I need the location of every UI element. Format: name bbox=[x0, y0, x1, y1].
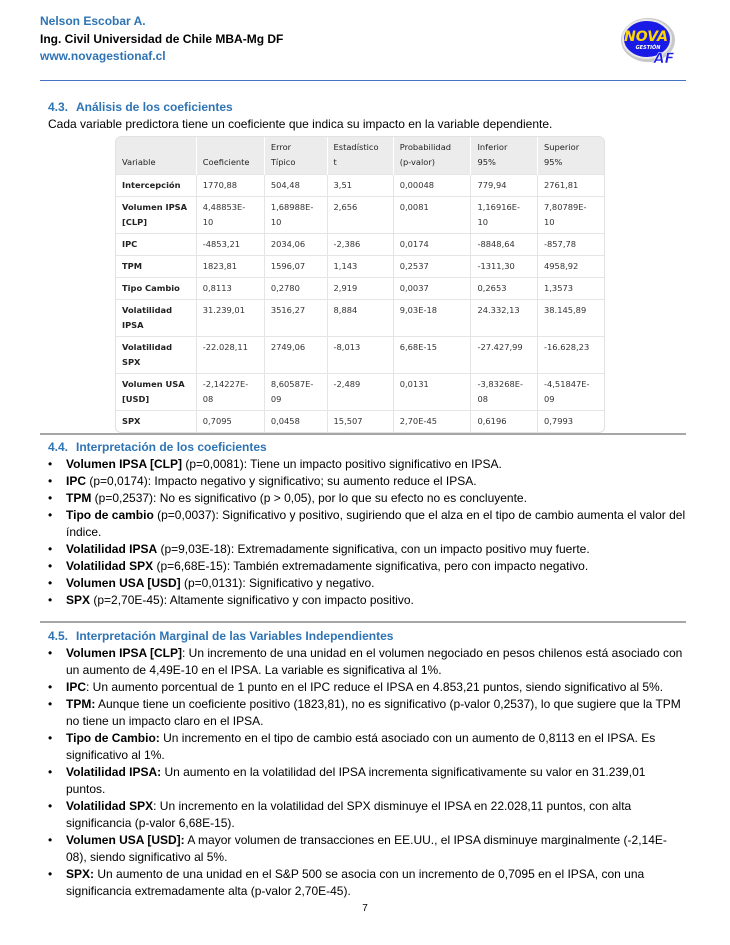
item-text: (p=2,70E-45): Altamente significativo y con impacto positivo. bbox=[90, 593, 414, 607]
list-item bbox=[48, 696, 686, 730]
table-cell-error: 1596,07 bbox=[264, 256, 327, 278]
item-text: Un aumento en la volatilidad del IPSA incrementa significativamente su valor en 31.239,01 puntos. bbox=[66, 765, 646, 796]
variable-name: Volatilidad SPX bbox=[66, 559, 154, 573]
list-item bbox=[48, 490, 686, 507]
variable-name: TPM bbox=[66, 491, 92, 505]
table-cell-p: 2,70E-45 bbox=[393, 411, 471, 433]
section-4-3 bbox=[48, 99, 686, 115]
table-cell-variable: IPC bbox=[116, 234, 196, 256]
table-row bbox=[116, 337, 604, 374]
table-body bbox=[116, 175, 604, 433]
table-cell-error: 0,0458 bbox=[264, 411, 327, 433]
column-header: Estadístico t bbox=[327, 137, 393, 175]
item-text: (p=0,0174): Impacto negativo y significativo; su aumento reduce el IPSA. bbox=[86, 474, 477, 488]
variable-name: Volumen IPSA [CLP] bbox=[66, 646, 183, 660]
page-number: 7 bbox=[362, 903, 368, 914]
table-cell-error: 1,68988E- 10 bbox=[264, 197, 327, 234]
table-cell-p: 9,03E-18 bbox=[393, 300, 471, 337]
table-cell-sup: 38.145,89 bbox=[538, 300, 605, 337]
table-cell-variable: TPM bbox=[116, 256, 196, 278]
table-row bbox=[116, 256, 604, 278]
table-cell-coef: 1823,81 bbox=[196, 256, 264, 278]
section-4-3-intro bbox=[48, 116, 686, 132]
table-cell-sup: -857,78 bbox=[538, 234, 605, 256]
table-cell-coef: -22.028,11 bbox=[196, 337, 264, 374]
table-cell-sup: 1,3573 bbox=[538, 278, 605, 300]
table-cell-variable: Volatilidad IPSA bbox=[116, 300, 196, 337]
column-header: Inferior 95% bbox=[471, 137, 538, 175]
table-cell-p: 0,00048 bbox=[393, 175, 471, 197]
variable-name: Volumen IPSA [CLP] bbox=[66, 457, 183, 471]
variable-name: IPC bbox=[66, 680, 87, 694]
coefficient-interpretation-list bbox=[48, 456, 686, 609]
table-row bbox=[116, 197, 604, 234]
list-item bbox=[48, 679, 686, 696]
list-item bbox=[48, 558, 686, 575]
table-cell-coef: 0,8113 bbox=[196, 278, 264, 300]
table-cell-variable: Volumen USA [USD] bbox=[116, 374, 196, 411]
coefficients-table bbox=[115, 136, 605, 433]
table-cell-coef: -2,14227E- 08 bbox=[196, 374, 264, 411]
variable-name: Volatilidad IPSA bbox=[66, 542, 158, 556]
section-heading: 4.4. Interpretación de los coeficientes bbox=[48, 440, 267, 454]
list-item bbox=[48, 507, 686, 541]
item-text: A mayor volumen de transacciones en EE.UU., el IPSA disminuye marginalmente (-2,14E-08), siendo significativo al 5%. bbox=[66, 833, 667, 864]
list-item bbox=[48, 541, 686, 558]
list-item bbox=[48, 764, 686, 798]
section-heading: 4.3. Análisis de los coeficientes bbox=[48, 100, 233, 114]
item-text: Aunque tiene un coeficiente positivo (1823,81), no es significativo (p-valor 0,2537), lo que sugiere que la TPM no tiene un impacto claro en el IPSA. bbox=[66, 697, 681, 728]
table-cell-inf: -27.427,99 bbox=[471, 337, 538, 374]
table-cell-variable: Intercepción bbox=[116, 175, 196, 197]
table-cell-coef: 0,7095 bbox=[196, 411, 264, 433]
section-heading: 4.5. Interpretación Marginal de las Variables Independientes bbox=[48, 629, 394, 643]
table-cell-sup: 4958,92 bbox=[538, 256, 605, 278]
table-cell-t: -2,489 bbox=[327, 374, 393, 411]
table-cell-coef: 31.239,01 bbox=[196, 300, 264, 337]
table-cell-sup: 2761,81 bbox=[538, 175, 605, 197]
list-item bbox=[48, 473, 686, 490]
table-cell-coef: -4853,21 bbox=[196, 234, 264, 256]
list-item bbox=[48, 456, 686, 473]
table-cell-inf: -8848,64 bbox=[471, 234, 538, 256]
svg-text:AF: AF bbox=[653, 51, 675, 67]
table-row bbox=[116, 374, 604, 411]
variable-name: Tipo de cambio bbox=[66, 508, 154, 522]
table-row bbox=[116, 300, 604, 337]
list-item bbox=[48, 832, 686, 866]
item-text: (p=9,03E-18): Extremadamente significativa, con un impacto positivo muy fuerte. bbox=[157, 542, 590, 556]
list-item bbox=[48, 575, 686, 592]
table-cell-sup: 7,80789E- 10 bbox=[538, 197, 605, 234]
variable-name: Volatilidad IPSA: bbox=[66, 765, 162, 779]
table-row bbox=[116, 411, 604, 433]
table-cell-sup: 0,7993 bbox=[538, 411, 605, 433]
table-cell-inf: -1311,30 bbox=[471, 256, 538, 278]
table-cell-inf: 24.332,13 bbox=[471, 300, 538, 337]
table-header-row bbox=[116, 137, 604, 175]
item-text: (p=6,68E-15): También extremadamente significativa, pero con impacto negativo. bbox=[153, 559, 589, 573]
table-cell-t: -8,013 bbox=[327, 337, 393, 374]
table-cell-variable: Volumen IPSA [CLP] bbox=[116, 197, 196, 234]
svg-text:NOVA: NOVA bbox=[624, 29, 668, 45]
column-header: Variable bbox=[116, 137, 196, 175]
variable-name: Volumen USA [USD] bbox=[66, 576, 181, 590]
section-4-5 bbox=[48, 628, 686, 900]
item-text: (p=0,2537): No es significativo (p > 0,05), por lo que su efecto no es concluyente. bbox=[91, 491, 527, 505]
page-header bbox=[40, 14, 685, 80]
table-cell-error: 2034,06 bbox=[264, 234, 327, 256]
table-cell-t: 15,507 bbox=[327, 411, 393, 433]
item-text: : Un aumento porcentual de 1 punto en el IPC reduce el IPSA en 4.853,21 puntos, siendo significativo al 5%. bbox=[86, 680, 664, 694]
marginal-interpretation-list bbox=[48, 645, 686, 900]
table-cell-p: 0,0174 bbox=[393, 234, 471, 256]
table-cell-variable: SPX bbox=[116, 411, 196, 433]
column-header: Error Típico bbox=[264, 137, 327, 175]
intro-paragraph: Cada variable predictora tiene un coeficiente que indica su impacto en la variable dependiente. bbox=[48, 117, 553, 131]
author-name: Nelson Escobar A. bbox=[40, 14, 146, 28]
table-cell-p: 0,2537 bbox=[393, 256, 471, 278]
list-item bbox=[48, 866, 686, 900]
table-cell-t: 8,884 bbox=[327, 300, 393, 337]
item-text: : Un incremento de una unidad en el volumen negociado en pesos chilenos está asociado con un aumento de 4,49E-10 en el IPSA. La variable es significativa al 1%. bbox=[66, 646, 683, 677]
table-cell-inf: -3,83268E- 08 bbox=[471, 374, 538, 411]
table-row bbox=[116, 278, 604, 300]
table-cell-t: 2,919 bbox=[327, 278, 393, 300]
item-text: (p=0,0081): Tiene un impacto positivo significativo en IPSA. bbox=[182, 457, 502, 471]
variable-name: IPC bbox=[66, 474, 87, 488]
section-4-4 bbox=[48, 439, 686, 609]
list-item bbox=[48, 798, 686, 832]
table-cell-error: 8,60587E- 09 bbox=[264, 374, 327, 411]
column-header: Probabilidad (p-valor) bbox=[393, 137, 471, 175]
item-text: (p=0,0131): Significativo y negativo. bbox=[180, 576, 375, 590]
table-cell-p: 0,0037 bbox=[393, 278, 471, 300]
table-cell-sup: -16.628,23 bbox=[538, 337, 605, 374]
table-cell-variable: Tipo Cambio bbox=[116, 278, 196, 300]
column-header: Coeficiente bbox=[196, 137, 264, 175]
list-item bbox=[48, 645, 686, 679]
table-cell-coef: 4,48853E- 10 bbox=[196, 197, 264, 234]
svg-text:GESTIÓN: GESTIÓN bbox=[635, 45, 661, 51]
table-row bbox=[116, 234, 604, 256]
item-text: : Un incremento en la volatilidad del SPX disminuye el IPSA en 22.028,11 puntos, con alta significancia (p-valor 6,68E-15). bbox=[66, 799, 632, 830]
header-divider bbox=[40, 80, 686, 81]
item-text: Un incremento en el tipo de cambio está asociado con un aumento de 0,8113 en el IPSA. Es significativo al 1%. bbox=[66, 731, 656, 762]
variable-name: Volatilidad SPX bbox=[66, 799, 154, 813]
table-cell-error: 2749,06 bbox=[264, 337, 327, 374]
table-cell-t: -2,386 bbox=[327, 234, 393, 256]
website-link[interactable]: www.novagestionaf.cl bbox=[40, 49, 166, 63]
item-text: Un aumento de una unidad en el S&P 500 se asocia con un incremento de 0,7095 en el IPSA, con una significancia extremadamente alta (p-valor 2,70E-45). bbox=[66, 867, 645, 898]
table-cell-coef: 1770,88 bbox=[196, 175, 264, 197]
variable-name: Volumen USA [USD]: bbox=[66, 833, 185, 847]
section-divider bbox=[40, 621, 686, 623]
table-cell-variable: Volatilidad SPX bbox=[116, 337, 196, 374]
variable-name: TPM: bbox=[66, 697, 96, 711]
item-text: (p=0,0037): Significativo y positivo, sugiriendo que el alza en el tipo de cambio aumenta el valor del índice. bbox=[66, 508, 686, 539]
author-credentials: Ing. Civil Universidad de Chile MBA-Mg DF bbox=[40, 32, 284, 46]
variable-name: SPX: bbox=[66, 867, 95, 881]
list-item bbox=[48, 730, 686, 764]
variable-name: Tipo de Cambio: bbox=[66, 731, 160, 745]
table-cell-t: 2,656 bbox=[327, 197, 393, 234]
table-cell-p: 0,0081 bbox=[393, 197, 471, 234]
section-divider bbox=[40, 433, 686, 435]
table-cell-error: 3516,27 bbox=[264, 300, 327, 337]
table-cell-inf: 0,6196 bbox=[471, 411, 538, 433]
table-cell-inf: 0,2653 bbox=[471, 278, 538, 300]
table-cell-inf: 779,94 bbox=[471, 175, 538, 197]
table-cell-error: 504,48 bbox=[264, 175, 327, 197]
table-row bbox=[116, 175, 604, 197]
table-cell-p: 0,0131 bbox=[393, 374, 471, 411]
list-item bbox=[48, 592, 686, 609]
variable-name: SPX bbox=[66, 593, 91, 607]
table-cell-t: 1,143 bbox=[327, 256, 393, 278]
table-cell-t: 3,51 bbox=[327, 175, 393, 197]
nova-gestion-logo bbox=[618, 14, 682, 70]
table-cell-p: 6,68E-15 bbox=[393, 337, 471, 374]
column-header: Superior 95% bbox=[538, 137, 605, 175]
table-cell-error: 0,2780 bbox=[264, 278, 327, 300]
table-cell-sup: -4,51847E- 09 bbox=[538, 374, 605, 411]
table-cell-inf: 1,16916E- 10 bbox=[471, 197, 538, 234]
